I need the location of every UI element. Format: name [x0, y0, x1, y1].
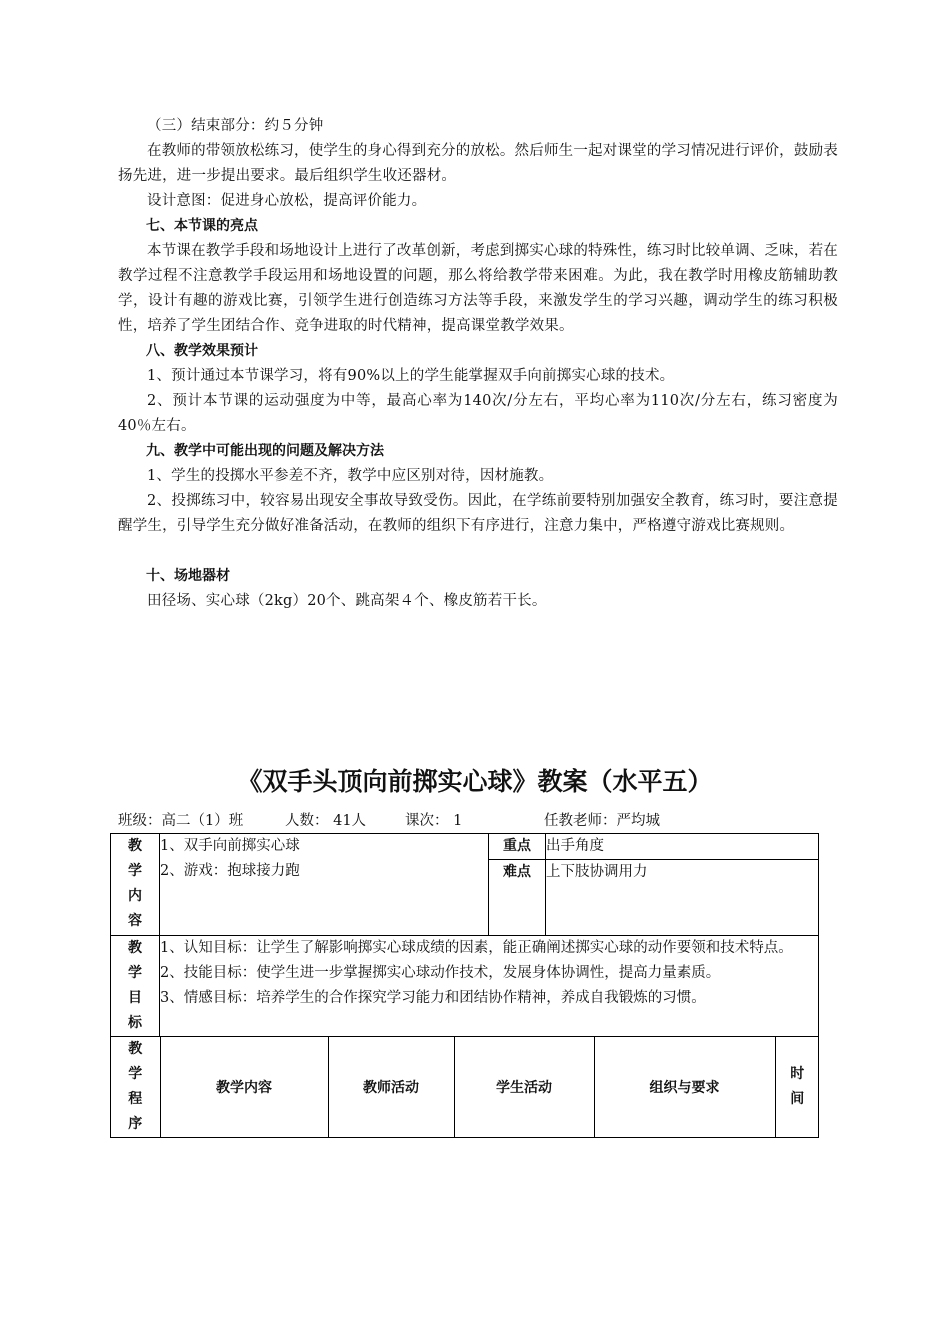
design-intent-paragraph: 设计意图：促进身心放松，提高评价能力。 [147, 193, 427, 209]
teacher-info: 任教老师：严均城 [544, 813, 660, 829]
highlights-paragraph: 本节课在教学手段和场地设计上进行了改革创新，考虑到掷实心球的特殊性，练习时比较单调、乏味，若在教学过程不注意教学手段运用和场地设置的问题，那么将给教学带来困难。为此，我在教学时用橡皮筋辅助教学，设计有趣的游戏比赛，引领学生进行创造练习方法等手段，来激发学生的学习兴趣，调动学生的练习积极性，培养了学生团结合作、竞争进取的时代精神，提高课堂教学效果。 [118, 243, 838, 334]
label-char: 教 [128, 940, 142, 956]
lesson-plan-title: 《双手头顶向前掷实心球》教案（水平五） [237, 767, 713, 796]
label-char: 标 [128, 1015, 142, 1031]
effects-item-1: 1、预计通过本节课学习，将有90%以上的学生能掌握双手向前掷实心球的技术。 [147, 368, 675, 384]
label-char: 学 [128, 1066, 143, 1082]
teaching-goals-cell [160, 936, 819, 1037]
content-row [111, 834, 819, 860]
label-char: 内 [128, 888, 142, 904]
column-teacher-activity: 教师活动 [328, 1037, 454, 1137]
goal-item: 2、技能目标：使学生进一步掌握掷实心球动作技术，发展身体协调性，提高力量素质。 [160, 965, 721, 981]
label-char: 容 [128, 913, 142, 929]
label-char: 间 [790, 1091, 805, 1107]
goals-row [111, 936, 819, 1037]
label-char: 程 [128, 1091, 143, 1107]
content-item: 1、双手向前掷实心球 [160, 838, 300, 854]
column-teaching-content: 教学内容 [160, 1037, 328, 1137]
label-char: 时 [790, 1066, 805, 1082]
problems-heading: 九、教学中可能出现的问题及解决方法 [146, 443, 384, 459]
column-organization: 组织与要求 [594, 1037, 775, 1137]
label-char: 教 [128, 838, 142, 854]
class-info: 班级：高二（1）班 [118, 813, 244, 829]
procedure-header-inner-row [111, 1037, 819, 1137]
label-char: 学 [128, 965, 142, 981]
teaching-goals-label [111, 936, 160, 1037]
section-end-paragraph: 在教师的带领放松练习，使学生的身心得到充分的放松。然后师生一起对课堂的学习情况进行评价，鼓励表扬先进，进一步提出要求。最后组织学生收还器材。 [118, 143, 838, 184]
teaching-content-cell [160, 834, 489, 936]
effects-item-2: 2、预计本节课的运动强度为中等，最高心率为140次/分左右，平均心率为110次/分左右，练习密度为40％左右。 [118, 393, 838, 434]
key-point-value: 出手角度 [546, 834, 819, 860]
problems-item-2: 2、投掷练习中，较容易出现安全事故导致受伤。因此，在学练前要特别加强安全教育，练习时，要注意提醒学生，引导学生充分做好准备活动，在教师的组织下有序进行，注意力集中，严格遵守游戏比赛规则。 [118, 493, 838, 534]
difficulty-label: 难点 [489, 860, 546, 936]
procedure-header-row [111, 1037, 819, 1138]
content-item: 2、游戏：抱球接力跑 [160, 863, 300, 879]
highlights-heading: 七、本节课的亮点 [146, 218, 258, 234]
goal-item: 3、情感目标：培养学生的合作探究学习能力和团结协作精神，养成自我锻炼的习惯。 [160, 990, 706, 1006]
difficulty-value: 上下肢协调用力 [546, 860, 819, 936]
column-student-activity: 学生活动 [454, 1037, 594, 1137]
label-char: 序 [128, 1116, 143, 1132]
column-time [775, 1037, 819, 1137]
equipment-paragraph: 田径场、实心球（2kg）20个、跳高架４个、橡皮筋若干长。 [147, 593, 547, 609]
procedure-header-table [111, 1037, 819, 1137]
key-point-label: 重点 [489, 834, 546, 860]
problems-item-1: 1、学生的投掷水平参差不齐，教学中应区别对待，因材施教。 [147, 468, 554, 484]
effects-heading: 八、教学效果预计 [146, 343, 258, 359]
procedure-header-cell [111, 1037, 819, 1138]
procedure-label [111, 1037, 160, 1137]
goal-item: 1、认知目标：让学生了解影响掷实心球成绩的因素，能正确阐述掷实心球的动作要领和技术特点。 [160, 940, 793, 956]
label-char: 教 [128, 1041, 143, 1057]
label-char: 目 [128, 990, 142, 1006]
lesson-number-info: 课次： 1 [405, 813, 463, 829]
section-end-heading: （三）结束部分：约５分钟 [147, 118, 324, 134]
teaching-content-label [111, 834, 160, 936]
student-count-info: 人数： 41人 [285, 813, 367, 829]
equipment-heading: 十、场地器材 [146, 568, 230, 584]
label-char: 学 [128, 863, 142, 879]
lesson-plan-table [110, 833, 819, 1138]
